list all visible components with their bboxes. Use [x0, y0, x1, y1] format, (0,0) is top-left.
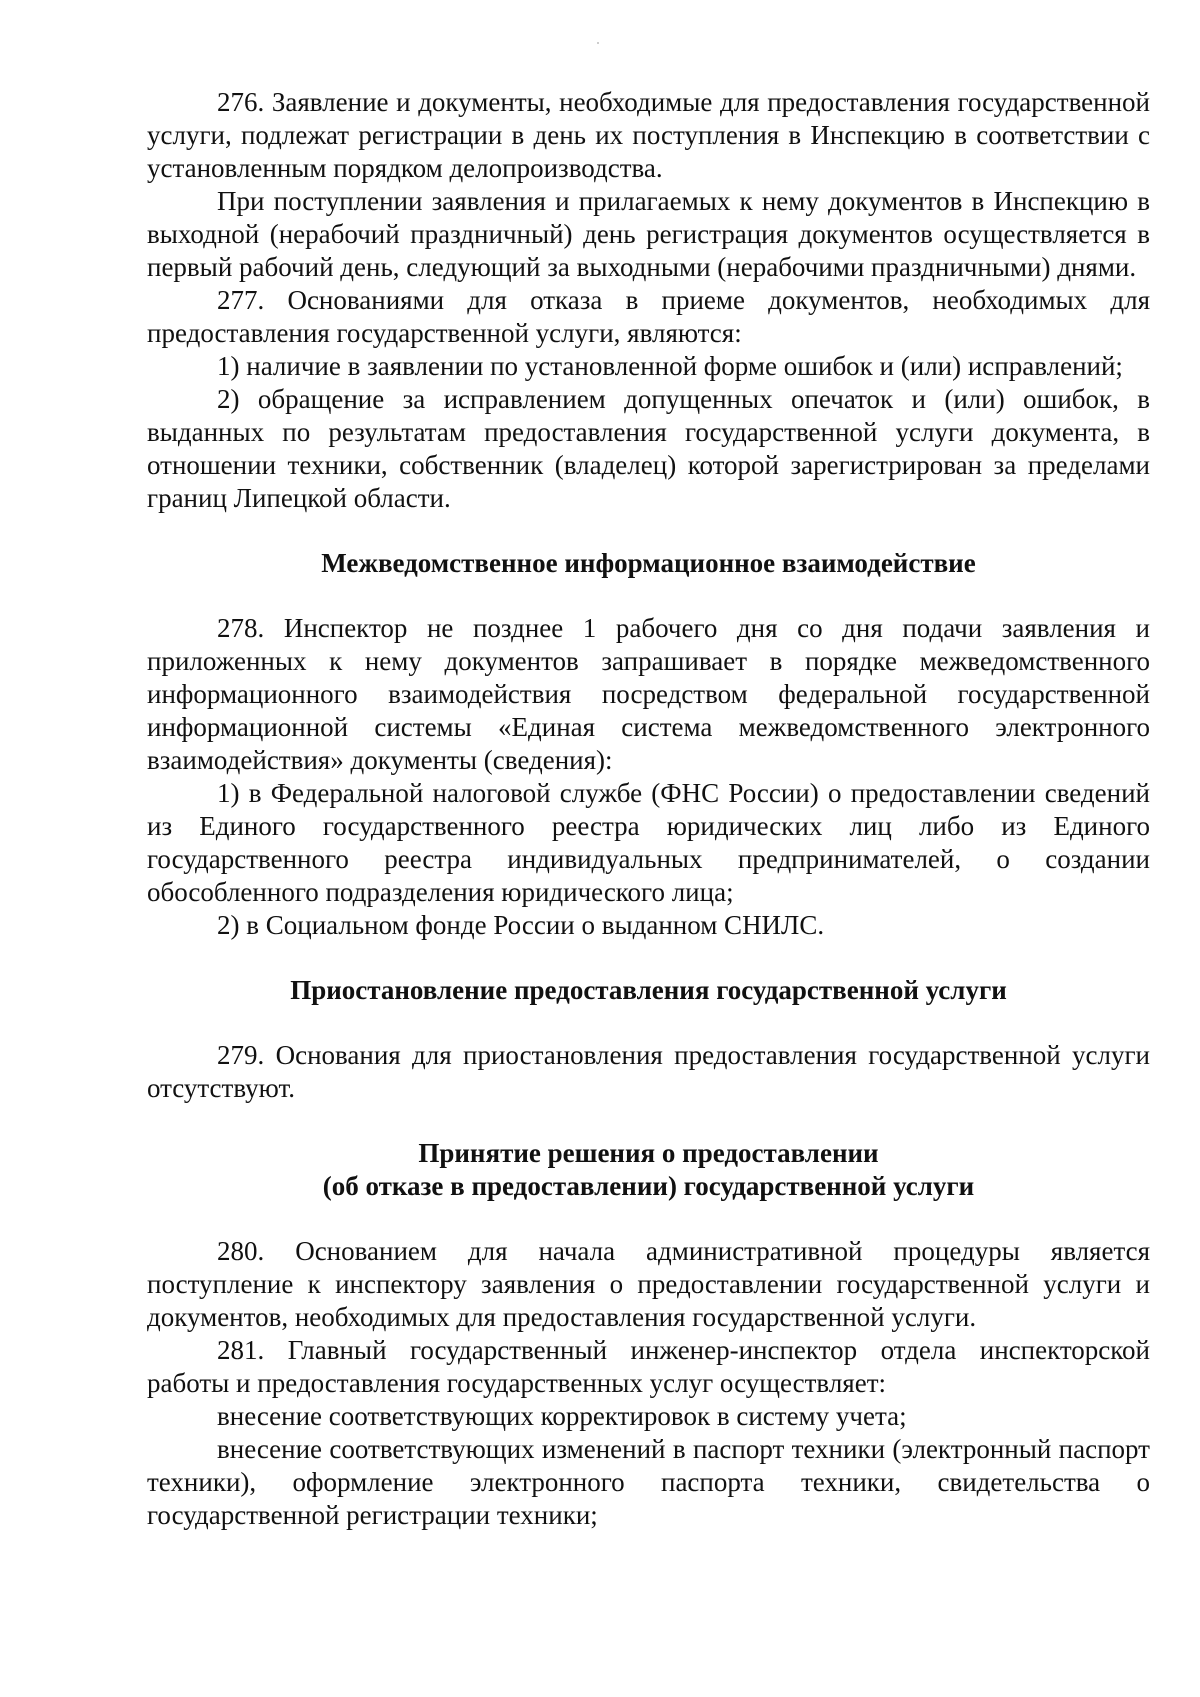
- list-item-281-2: внесение соответствующих изменений в паспорт техники (электронный паспорт техники), оформление электронного паспорта техники, свидетельства о государственной регистрации техники;: [147, 1434, 1150, 1530]
- spacer: [147, 942, 1150, 974]
- section-heading-interagency: [147, 547, 1150, 580]
- section-heading-suspension: [147, 974, 1150, 1007]
- paragraph-277: 277. Основаниями для отказа в приеме документов, необходимых для предоставления государственной услуги, являются:: [147, 285, 1150, 348]
- spacer: [147, 1105, 1150, 1137]
- heading-line: Принятие решения о предоставлении: [418, 1138, 879, 1168]
- list-item-277-1: 1) наличие в заявлении по установленной форме ошибок и (или) исправлений;: [217, 351, 1123, 381]
- spacer: [147, 515, 1150, 547]
- heading-line: Приостановление предоставления государственной услуги: [290, 975, 1007, 1005]
- spacer: [147, 1203, 1150, 1235]
- scan-artifact-dot: [597, 42, 599, 44]
- list-item-278-2: 2) в Социальном фонде России о выданном СНИЛС.: [217, 910, 825, 940]
- section-heading-decision: [147, 1137, 1150, 1203]
- document-body: [147, 86, 1150, 1532]
- paragraph-278: 278. Инспектор не позднее 1 рабочего дня со дня подачи заявления и приложенных к нему документов запрашивает в порядке межведомственного информационного взаимодействия посредством федеральной государственной информационной системы «Единая система межведомственного электронного взаимодействия» документы (сведения):: [147, 613, 1150, 775]
- list-item-281-1: внесение соответствующих корректировок в систему учета;: [217, 1401, 907, 1431]
- paragraph-276: 276. Заявление и документы, необходимые для предоставления государственной услуги, подлежат регистрации в день их поступления в Инспекцию в соответствии с установленным порядком делопроизводства.: [147, 87, 1150, 183]
- paragraph-280: 280. Основанием для начала административной процедуры является поступление к инспектору заявления о предоставлении государственной услуги и документов, необходимых для предоставления государственной услуги.: [147, 1236, 1150, 1332]
- list-item-277-2: 2) обращение за исправлением допущенных опечаток и (или) ошибок, в выданных по результатам предоставления государственной услуги документа, в отношении техники, собственник (владелец) которой зарегистрирован за пределами границ Липецкой области.: [147, 384, 1150, 513]
- paragraph-279: 279. Основания для приостановления предоставления государственной услуги отсутствуют.: [147, 1040, 1150, 1103]
- heading-line: (об отказе в предоставлении) государственной услуги: [322, 1171, 975, 1201]
- paragraph-holiday-registration: При поступлении заявления и прилагаемых к нему документов в Инспекцию в выходной (нерабочий праздничный) день регистрация документов осуществляется в первый рабочий день, следующий за выходными (нерабочими праздничными) днями.: [147, 186, 1150, 282]
- list-item-278-1: 1) в Федеральной налоговой службе (ФНС России) о предоставлении сведений из Единого государственного реестра юридических лиц либо из Единого государственного реестра индивидуальных предпринимателей, о создании обособленного подразделения юридического лица;: [147, 778, 1150, 907]
- heading-line: Межведомственное информационное взаимодействие: [321, 548, 976, 578]
- spacer: [147, 580, 1150, 612]
- paragraph-281: 281. Главный государственный инженер-инспектор отдела инспекторской работы и предоставления государственных услуг осуществляет:: [147, 1335, 1150, 1398]
- spacer: [147, 1007, 1150, 1039]
